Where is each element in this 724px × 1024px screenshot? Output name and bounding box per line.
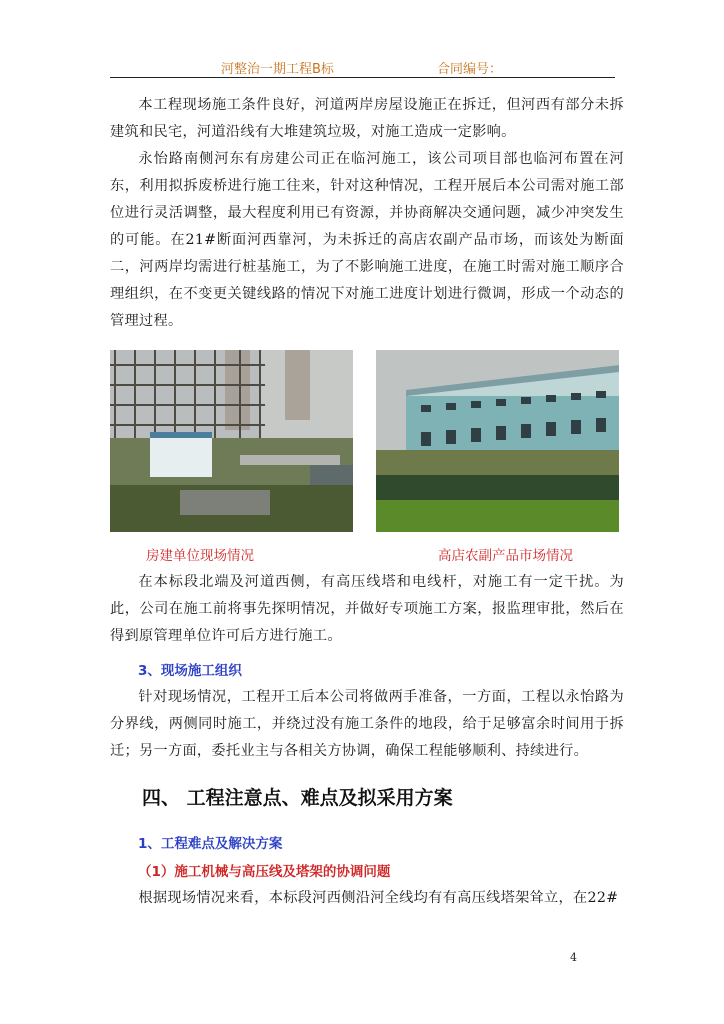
paragraph-site-organization: 针对现场情况，工程开工后本公司将做两手准备，一方面，工程以永怡路为分界线，两侧同时施工，并绕过没有施工条件的地段，给于足够富余时间用于拆迁；另一方面，委托业主与各相关方协调，确保工程能够顺利、持续进行。 <box>110 689 624 759</box>
caption-market-building: 高店农副产品市场情况 <box>438 548 573 564</box>
paragraph-site-conditions: 本工程现场施工条件良好，河道两岸房屋设施正在拆迁，但河西有部分未拆建筑和民宅，河道沿线有大堆建筑垃圾，对施工造成一定影响。 <box>110 97 624 140</box>
page-header <box>110 58 615 78</box>
paragraph-construction-company: 永怡路南侧河东有房建公司正在临河施工，该公司项目部也临河布置在河东，利用拟拆废桥进行施工往来，针对这种情况，工程开展后本公司需对施工部位进行灵活调整，最大程度利用已有资源，并协商解决交通问题，减少冲突发生的可能。在21#断面河西靠河，为未拆迁的高店农副产品市场，而该处为断面二，河两岸均需进行桩基施工，为了不影响施工进度，在施工时需对施工顺序合理组织，在不变更关键线路的情况下对施工进度计划进行微调，形成一个动态的管理过程。 <box>110 151 624 329</box>
heading-coordination: （1）施工机械与高压线及塔架的协调问题 <box>138 864 391 880</box>
paragraph-power-lines: 在本标段北端及河道西侧，有高压线塔和电线杆，对施工有一定干扰。为此，公司在施工前将事先探明情况，并做好专项施工方案，报监理审批，然后在得到原管理单位许可后方进行施工。 <box>110 574 624 644</box>
photo-market-building <box>376 350 619 532</box>
caption-construction-site: 房建单位现场情况 <box>146 548 254 564</box>
section-heading-key-points: 四、 工程注意点、难点及拟采用方案 <box>142 787 453 809</box>
paragraph-high-voltage: 根据现场情况来看，本标段河西侧沿河全线均有有高压线塔架耸立，在22# <box>138 890 619 906</box>
photo-construction-site <box>110 350 353 532</box>
page-number: 4 <box>570 951 577 964</box>
heading-difficulties: 1、工程难点及解决方案 <box>138 836 283 852</box>
header-divider <box>110 77 615 78</box>
header-project-title: 河整治一期工程B标 <box>221 62 334 77</box>
header-contract-number: 合同编号： <box>437 62 503 77</box>
heading-site-organization: 3、现场施工组织 <box>138 663 242 679</box>
